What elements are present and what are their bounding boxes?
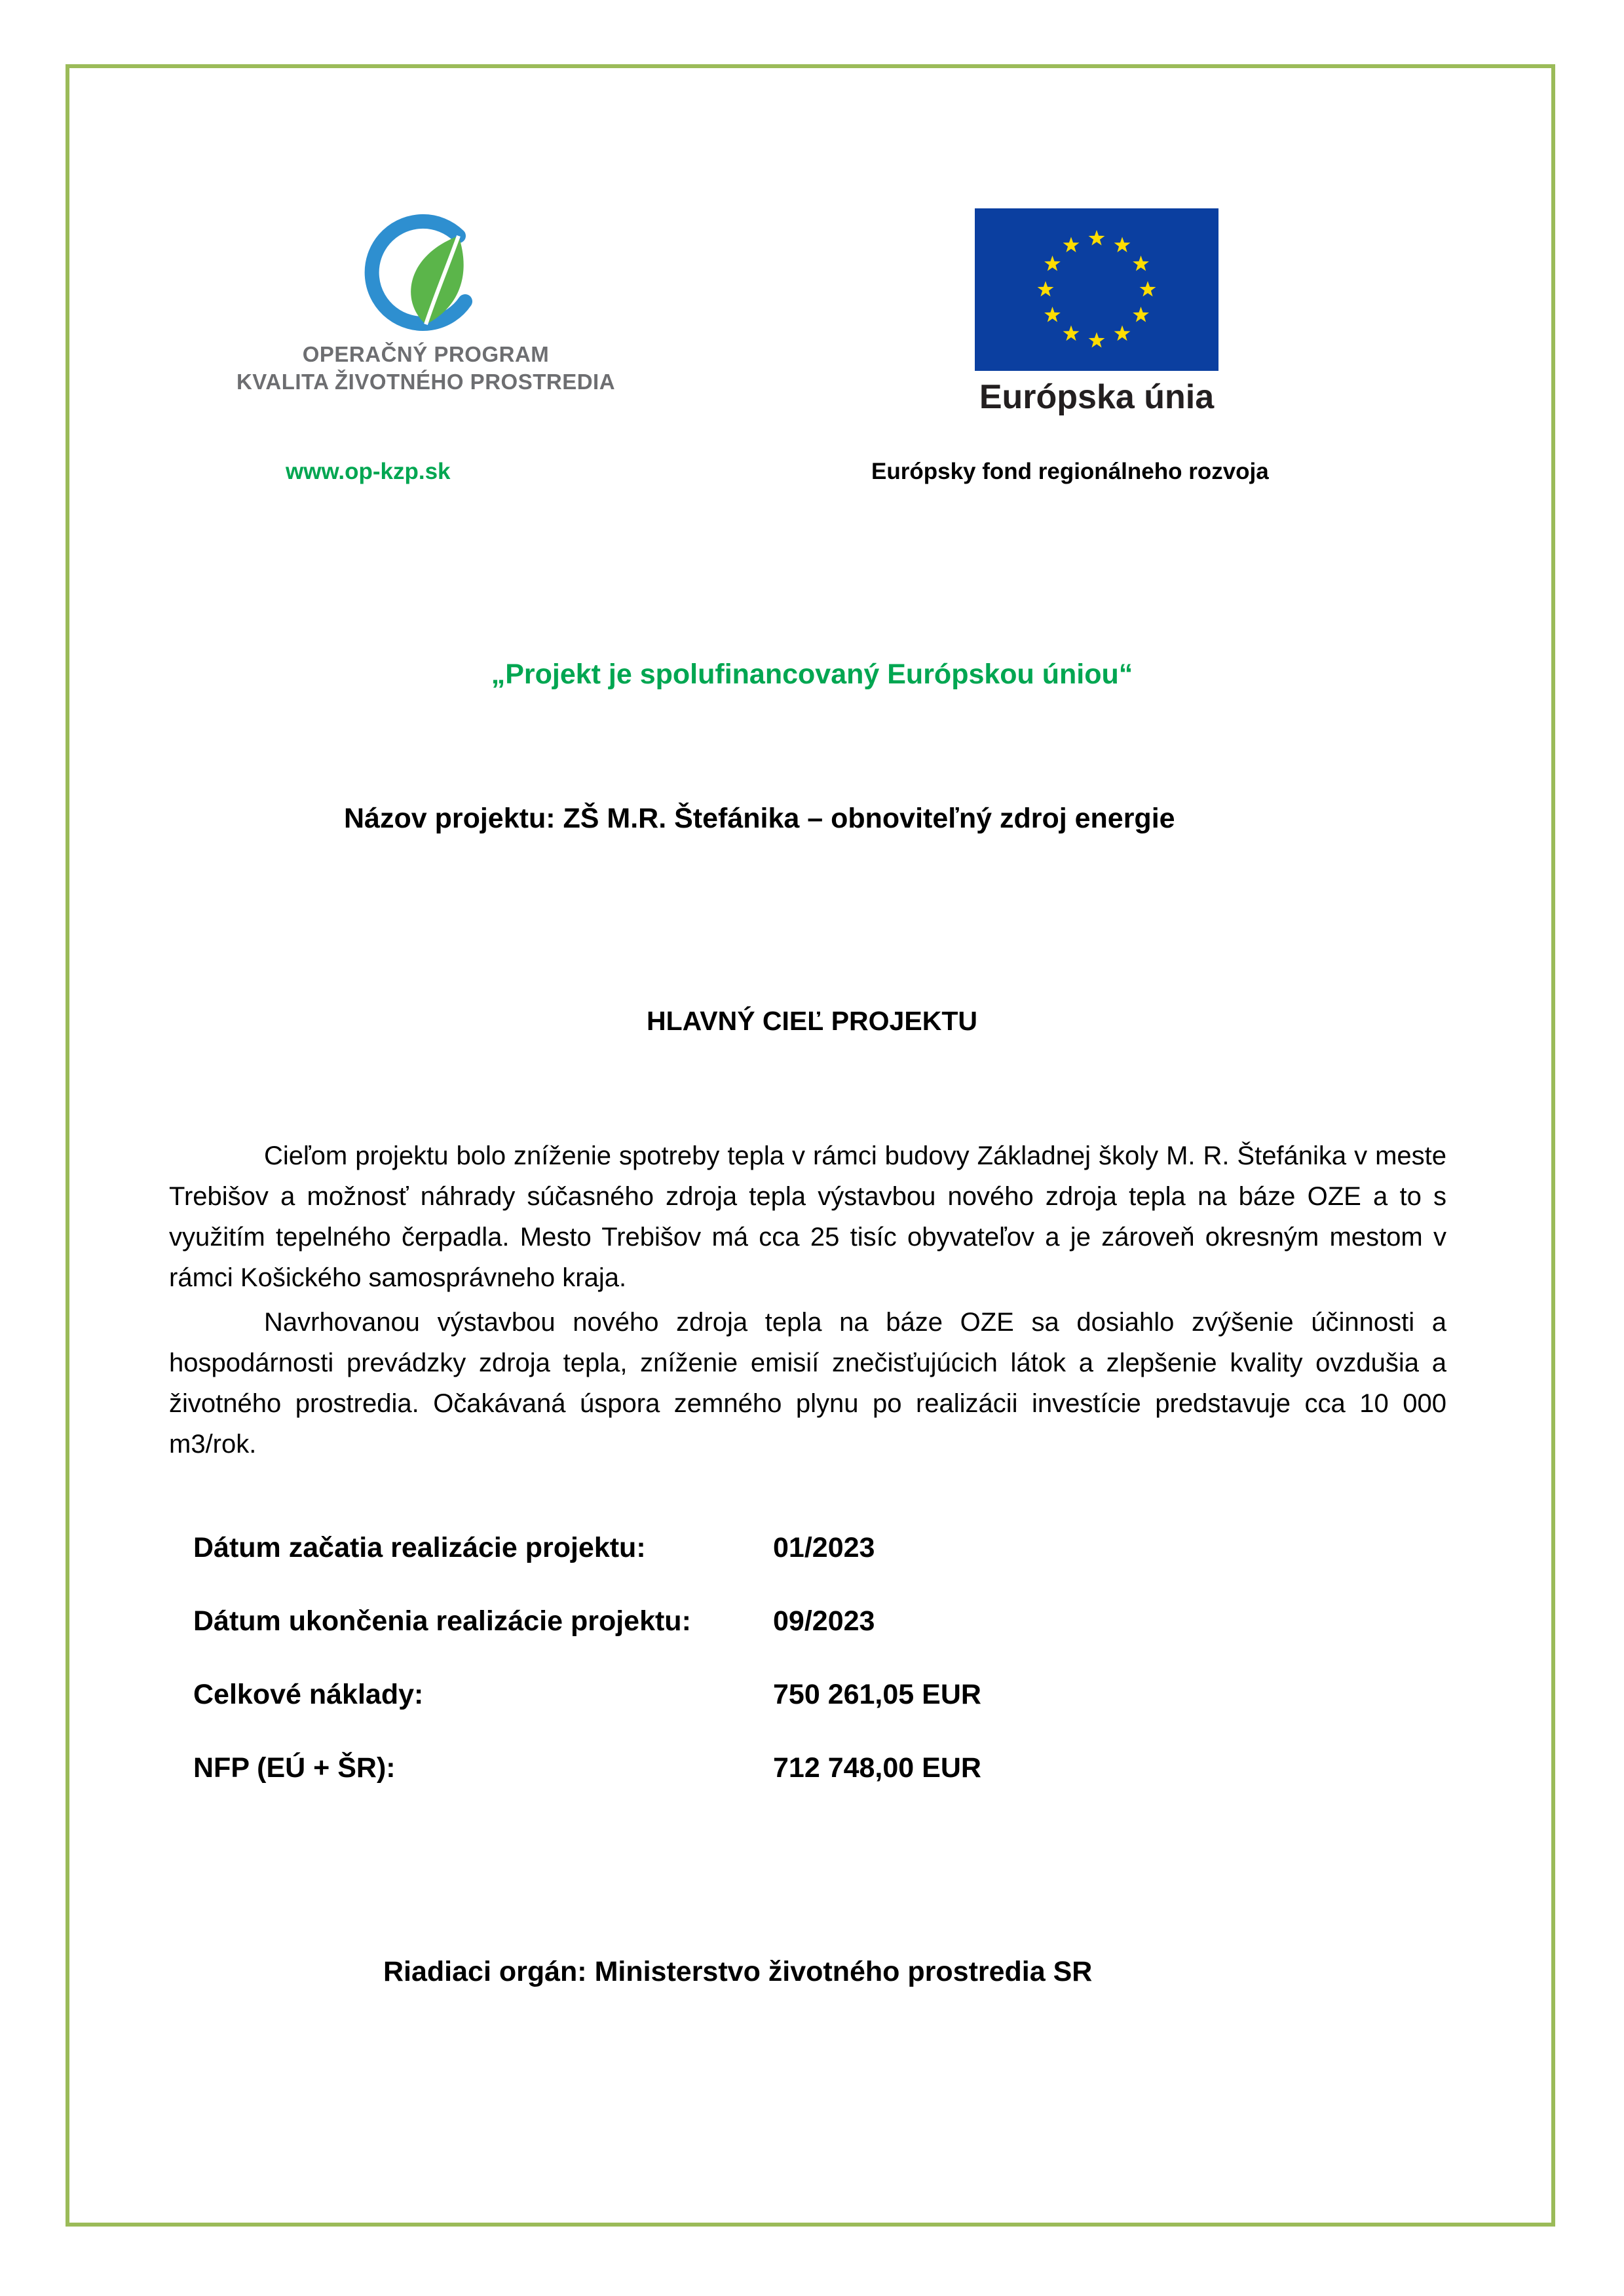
paragraph: Cieľom projektu bolo zníženie spotreby tepla v rámci budovy Základnej školy M. R. Štefánika v meste Trebišov a možnosť náhrady súčasného zdroja tepla výstavbou nového zdroja tepla na báze OZE a to s využitím tepelného čerpadla. Mesto Trebišov má cca 25 tisíc obyvateľov a je zároveň okresným mestom v rámci Košického samosprávneho kraja. [169,1141,1446,1292]
opkzp-symbol-icon [360,210,491,334]
eu-star-icon [1063,237,1080,253]
opkzp-logo [216,210,635,406]
paragraph: Navrhovanou výstavbou nového zdroja tepla na báze OZE sa dosiahlo zvýšenie účinnosti a hospodárnosti prevádzky zdroja tepla, zníženie emisií znečisťujúcich látok a zlepšenie kvality ovzdušia a životného prostredia. Očakávaná úspora zemného plynu po realizácii investície predstavuje cca 10 000 m3/rok. [169,1308,1446,1459]
detail-label: Dátum začatia realizácie projektu: [193,1532,646,1563]
eu-star-icon [1114,326,1131,341]
eu-star-icon [1114,237,1131,253]
opkzp-line-1: OPERAČNÝ PROGRAM [302,342,550,366]
eu-star-icon [1063,326,1080,341]
fund-name: Európsky fond regionálneho rozvoja [871,459,1269,484]
website-link[interactable]: www.op-kzp.sk [286,459,451,484]
eu-star-icon [1044,256,1061,271]
eu-star-icon [1140,281,1156,297]
eu-star-icon [1089,230,1105,246]
eu-flag-icon [975,208,1218,371]
opkzp-text [216,341,635,396]
eu-label: Európska únia [979,378,1215,416]
opkzp-line-2: KVALITA ŽIVOTNÉHO PROSTREDIA [236,370,616,394]
eu-star-icon [1089,332,1105,348]
project-description [169,1136,1446,1468]
main-goal-heading: HLAVNÝ CIEĽ PROJEKTU [647,1006,977,1036]
managing-authority: Riadiaci orgán: Ministerstvo životného prostredia SR [383,1956,1093,1987]
detail-label: Dátum ukončenia realizácie projektu: [193,1605,691,1637]
cofinanced-statement: „Projekt je spolufinancovaný Európskou úniou“ [491,659,1133,690]
eu-star-icon [1044,307,1061,322]
detail-value: 09/2023 [773,1605,875,1637]
eu-logo [975,208,1218,425]
eu-star-icon [1133,307,1149,322]
eu-star-icon [1038,281,1054,297]
detail-label: Celkové náklady: [193,1679,424,1710]
project-name: Názov projektu: ZŠ M.R. Štefánika – obnoviteľný zdroj energie [344,803,1175,834]
eu-star-icon [1133,256,1149,271]
eu-stars [975,208,1218,371]
detail-label: NFP (EÚ + ŠR): [193,1752,396,1784]
detail-value: 712 748,00 EUR [773,1752,981,1784]
detail-value: 750 261,05 EUR [773,1679,981,1710]
detail-value: 01/2023 [773,1532,875,1563]
